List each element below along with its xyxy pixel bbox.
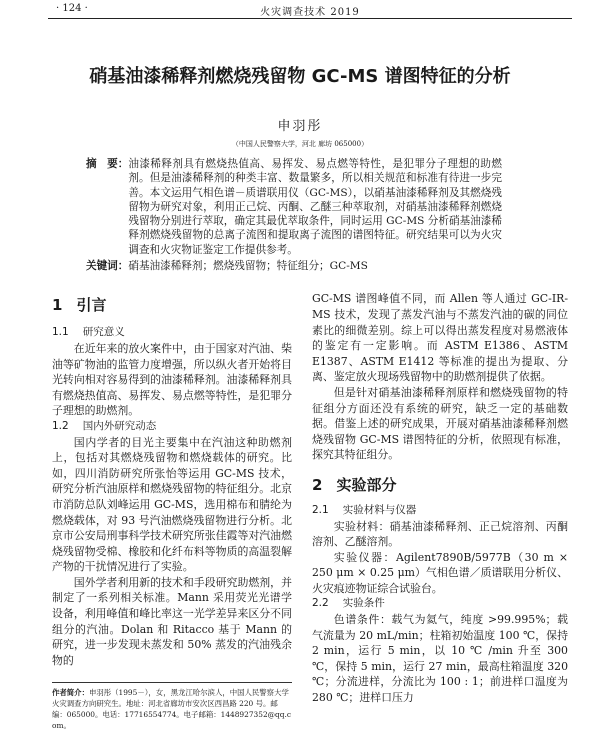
subsection-heading-1-1: [52, 325, 292, 341]
subsection-heading-2-2: [312, 596, 568, 612]
section-title: 实验部分: [336, 475, 397, 494]
paragraph: 国外学者利用新的技术和手段研究助燃剂，并制定了一系列相关标准。Mann 采用荧光光谱学设备，利用峰值和峰比率这一光学差异来区分不同组分的汽油。Dolan 和 Ritacco 基于 Mann 的研究，进一步发现未蒸发和 50% 蒸发的汽油残余物的: [52, 575, 292, 667]
right-column: [312, 291, 568, 705]
page-number: · 124 ·: [56, 3, 88, 14]
subsection-number: 1.2: [52, 419, 69, 432]
footnote: [52, 682, 292, 731]
section-heading-1: [52, 295, 292, 315]
journal-name: 火灾调查技术 2019: [260, 7, 360, 18]
subsection-title: 研究意义: [82, 326, 125, 339]
subsection-heading-2-1: [312, 503, 568, 519]
subsection-title: 国内外研究动态: [82, 419, 157, 432]
paper-title: 硝基油漆稀释剂燃烧残留物 GC-MS 谱图特征的分析: [89, 66, 511, 87]
paragraph: 国内学者的目光主要集中在汽油这种助燃剂上，包括对其燃烧残留物和燃烧载体的研究。比如，四川消防研究所张怡等运用 GC-MS 技术，研究分析汽油原样和燃烧残留物的特征组分。北京市消防总队刘峰运用 GC-MS，选用棉布和腈纶为燃烧载体，对 93 号汽油燃烧残留物进行分析。北京市公安局刑事科学技术研究所张佳霞等对汽油燃烧残留物受棉、橡胶和化纤布料等物质的高温裂解产物的干扰情况进行了实验。: [52, 435, 292, 574]
subsection-title: 实验材料与仪器: [342, 503, 417, 516]
subsection-number: 2.1: [312, 503, 329, 516]
section-number: 1: [52, 296, 63, 315]
subsection-number: 2.2: [312, 597, 329, 610]
section-heading-2: [312, 475, 568, 495]
abstract-text: 油漆稀释剂具有燃烧热值高、易挥发、易点燃等特性，是犯罪分子理想的助燃剂。但是油漆稀释剂的种类丰富、数量繁多，所以相关规范和标准有待进一步完善。本文运用气相色谱－质谱联用仪（GC-MS），以硝基油漆稀释剂及其燃烧残留物为研究对象，利用正己烷、丙酮、乙醚三种萃取剂，对硝基油漆稀释剂燃烧残留物分别进行萃取，确定其最优萃取条件，同时运用 GC-MS 分析硝基油漆稀释剂燃烧残留物的总离子流图和提取离子流图的谱图特征。研究结果可以为火灾调查和火灾物证鉴定工作提供参考。: [128, 158, 502, 256]
paragraph: 实验仪器：Agilent7890B/5977B（30 m × 250 μm × 0.25 μm）气相色谱／质谱联用分析仪、火灾痕迹物证综合试验台。: [312, 550, 568, 595]
abstract-label: 摘 要：: [86, 158, 129, 170]
keywords-label: 关键词：: [86, 260, 129, 273]
section-title: 引言: [76, 296, 107, 315]
footnote-label: 作者简介：: [52, 688, 89, 698]
paragraph: GC-MS 谱图峰值不同，而 Allen 等人通过 GC-IR-MS 技术，发现了蒸发汽油与不蒸发汽油的碳的同位素比的细微差别。综上可以得出蒸发程度对易燃液体的鉴定有一定影响。而 ASTM E1386、ASTM E1387、ASTM E1412 等标准的提出为提取、分离、鉴定放火现场残留物中的助燃剂提供了依据。: [312, 292, 568, 384]
running-header: [48, 0, 572, 19]
affiliation: （中国人民警察大学，河北 廊坊 065000）: [231, 140, 369, 148]
abstract: [86, 157, 502, 257]
paragraph: 但是针对硝基油漆稀释剂原样和燃烧残留物的特征组分方面还没有系统的研究，缺乏一定的基础数据。借鉴上述的研究成果，开展对硝基油漆稀释剂燃烧残留物 GC-MS 谱图特征的分析，依照现有标准，探究其特征组分。: [312, 385, 568, 462]
paragraph: 色谱条件：载气为氦气，纯度 >99.995%；载气流量为 20 mL/min；柱箱初始温度 100 ℃，保持 2 min，运行 5 min，以 10 ℃ /min 升至 300 ℃，保持 5 min，运行 27 min，最高柱箱温度 320 ℃；分流进样，分流比为 100 : 1；前进样口温度为 280 ℃；进样口压力: [312, 613, 568, 705]
left-column: [52, 291, 292, 731]
footnote-text: 申羽彤（1995－），女，黑龙江哈尔滨人，中国人民警察大学火灾调查方向研究生。地址：河北省廊坊市安次区西昌路 220 号。邮编：065000。电话：17716554774。电子邮箱：1448927352@qq.com。: [52, 688, 291, 731]
body-columns: [52, 291, 568, 731]
author-name: 申羽彤: [277, 119, 323, 134]
subsection-number: 1.1: [52, 326, 69, 339]
keywords-text: 硝基油漆稀释剂；燃烧残留物；特征组分；GC-MS: [128, 260, 368, 273]
subsection-heading-1-2: [52, 419, 292, 435]
section-number: 2: [312, 475, 323, 494]
keywords: [86, 259, 502, 273]
paragraph: 实验材料：硝基油漆稀释剂、正己烷溶剂、丙酮溶剂、乙醚溶剂。: [312, 519, 568, 549]
subsection-title: 实验条件: [342, 597, 385, 610]
paragraph: 在近年来的放火案件中，由于国家对汽油、柴油等矿物油的监管力度增强，所以纵火者开始将目光转向相对容易得到的油漆稀释剂。油漆稀释剂具有燃烧热值高、易挥发、易点燃等特性，是犯罪分子理想的助燃剂。: [52, 341, 292, 418]
